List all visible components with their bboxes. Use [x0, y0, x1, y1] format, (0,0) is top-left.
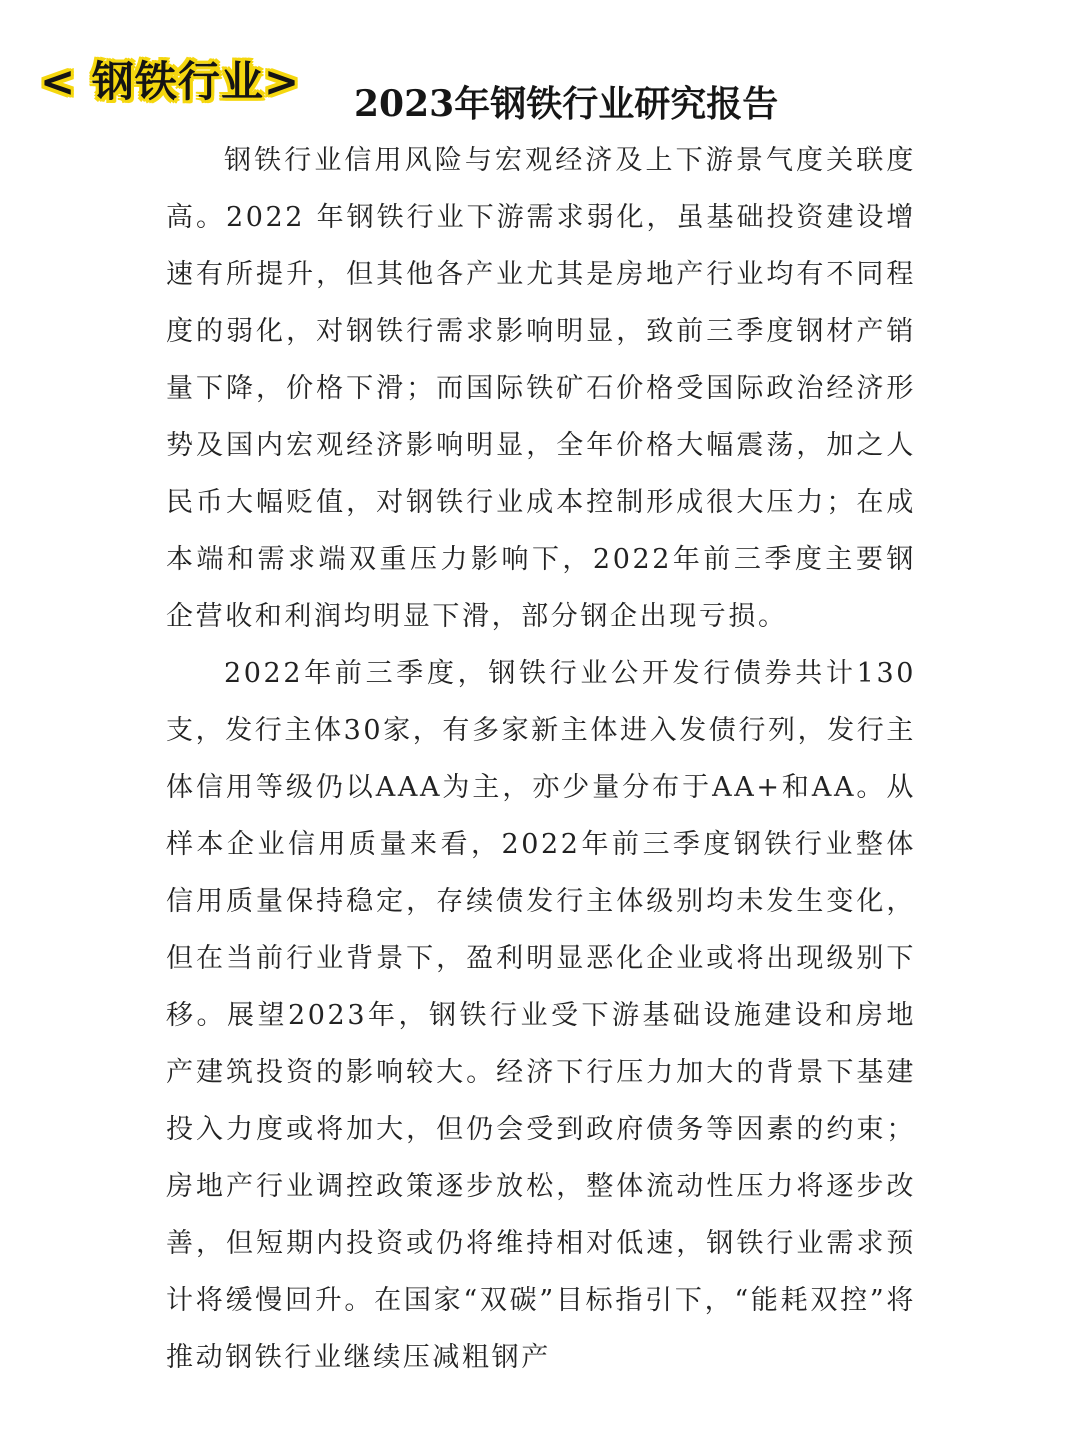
paragraph-2: 2022年前三季度，钢铁行业公开发行债券共计130支，发行主体30家，有多家新主体进入发债行列，发行主体信用等级仍以AAA为主，亦少量分布于AA+和AA。从样本企业信用质量来看，2022年前三季度钢铁行业整体信用质量保持稳定，存续债发行主体级别均未发生变化，但在当前行业背景下，盈利明显恶化企业或将出现级别下移。展望2023年，钢铁行业受下游基础设施建设和房地产建筑投资的影响较大。经济下行压力加大的背景下基建投入力度或将加大，但仍会受到政府债务等因素的约束；房地产行业调控政策逐步放松，整体流动性压力将逐步改善，但短期内投资或仍将维持相对低速，钢铁行业需求预计将缓慢回升。在国家“双碳”目标指引下，“能耗双控”将推动钢铁行业继续压减粗钢产	[166, 658, 916, 1373]
document-title: 2023年钢铁行业研究报告	[354, 83, 779, 125]
category-tag: < 钢铁行业>	[40, 57, 301, 106]
paragraph-1: 钢铁行业信用风险与宏观经济及上下游景气度关联度高。2022 年钢铁行业下游需求弱化，虽基础投资建设增速有所提升，但其他各产业尤其是房地产行业均有不同程度的弱化，对钢铁行需求影响明显，致前三季度钢材产销量下降，价格下滑；而国际铁矿石价格受国际政治经济形势及国内宏观经济影响明显，全年价格大幅震荡，加之人民币大幅贬值，对钢铁行业成本控制形成很大压力；在成本端和需求端双重压力影响下，2022年前三季度主要钢企营收和利润均明显下滑，部分钢企出现亏损。	[166, 145, 916, 632]
document-body	[166, 132, 916, 1386]
